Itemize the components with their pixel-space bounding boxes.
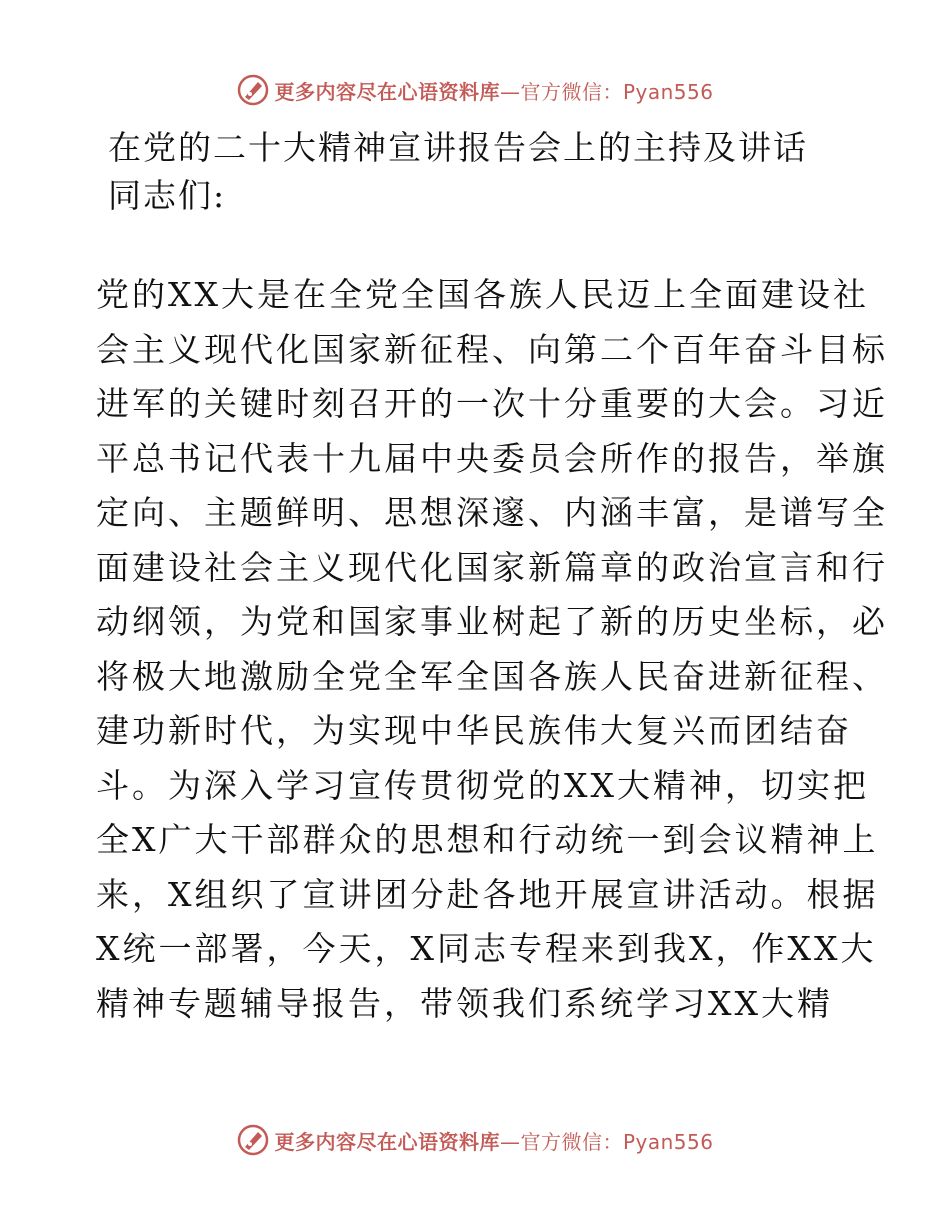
paragraph-line: 建功新时代，为实现中华民族伟大复兴而团结奋	[96, 711, 852, 750]
paragraph-line: 进军的关键时刻召开的一次十分重要的大会。习近	[96, 384, 888, 423]
paragraph-line: 会主义现代化国家新征程、向第二个百年奋斗目标	[96, 329, 888, 369]
watermark-text	[274, 1126, 713, 1155]
watermark-main: 更多内容尽在心语资料库	[274, 1129, 500, 1154]
body-paragraph	[96, 268, 888, 1031]
paragraph-line: X统一部署，今天，X同志专程来到我X，作XX大	[96, 929, 877, 968]
paragraph-line: 全X广大干部群众的思想和行动统一到会议精神上	[96, 820, 879, 859]
watermark-wechat: 官方微信：Pyan556	[520, 79, 714, 104]
paragraph-line: 平总书记代表十九届中央委员会所作的报告，举旗	[96, 438, 888, 478]
paragraph-line: 斗。为深入学习宣传贯彻党的XX大精神，切实把	[96, 765, 869, 805]
watermark-banner-top	[0, 70, 950, 110]
pen-nib-logo-icon	[236, 1123, 270, 1157]
paragraph-line: 将极大地激励全党全军全国各族人民奋进新征程、	[96, 656, 888, 696]
paragraph-line: 面建设社会主义现代化国家新篇章的政治宣言和行	[96, 547, 888, 587]
paragraph-line: 定向、主题鲜明、思想深邃、内涵丰富，是谱写全	[96, 493, 888, 532]
watermark-text	[274, 76, 713, 105]
greeting: 同志们:	[108, 176, 227, 215]
watermark-main: 更多内容尽在心语资料库	[274, 79, 500, 104]
watermark-wechat: 官方微信：Pyan556	[520, 1129, 714, 1154]
watermark-dash: —	[499, 79, 521, 104]
pen-nib-logo-icon	[236, 73, 270, 107]
paragraph-line: 精神专题辅导报告，带领我们系统学习XX大精	[96, 983, 833, 1023]
document-title: 在党的二十大精神宣讲报告会上的主持及讲话	[108, 128, 808, 167]
paragraph-line: 动纲领，为党和国家事业树起了新的历史坐标，必	[96, 602, 888, 641]
paragraph-line: 来，X组织了宣讲团分赴各地开展宣讲活动。根据	[96, 874, 879, 914]
watermark-banner-bottom	[0, 1120, 950, 1160]
watermark-dash: —	[499, 1129, 521, 1154]
paragraph-line: 党的XX大是在全党全国各族人民迈上全面建设社	[96, 275, 869, 314]
